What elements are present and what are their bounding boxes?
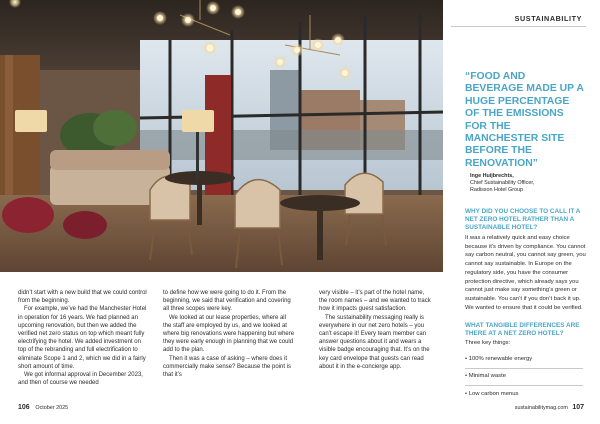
right-sidebar	[443, 0, 600, 424]
site-url[interactable]: sustainabilitymag.com	[514, 405, 568, 411]
qa-question-2: WHAT TANGIBLE DIFFERENCES ARE THERE AT A NET ZERO HOTEL?	[465, 322, 580, 338]
paragraph: Then it was a case of asking – where does it commercially make sense? Because the point is that it’s	[163, 355, 292, 379]
paragraph: very visible – it’s part of the hotel name, the room names – and we wanted to track how it impacts guest satisfaction.	[319, 290, 431, 313]
page-number-left: 106	[18, 404, 30, 411]
attribution-role: Chief Sustainability Officer,	[470, 179, 535, 186]
bullet-divider	[465, 368, 583, 369]
footer-right	[515, 404, 584, 411]
paragraph: We looked at our lease properties, where all the staff are employed by us, and we looked at where big renovations were happening but where they were early enough in planning that we could add to the plan.	[163, 314, 295, 354]
bullet-item: • Low carbon menus	[465, 391, 519, 397]
bullet-item: • Minimal waste	[465, 373, 507, 379]
section-tag: SUSTAINABILITY	[514, 14, 582, 23]
body-column-2	[163, 289, 295, 379]
attribution-company: Radisson Hotel Group	[470, 186, 524, 193]
hotel-lounge-photo	[0, 0, 443, 272]
qa-answer-2: Three key things:	[465, 340, 511, 346]
paragraph: to define how we were going to do it. From the beginning, we said that verification and covering all three scopes were key.	[163, 290, 291, 313]
paragraph: We got informal approval in December 2023, and then of course we needed	[18, 372, 143, 387]
footer-left	[18, 404, 68, 411]
pull-quote: “FOOD AND BEVERAGE MADE UP A HUGE PERCENTAGE OF THE EMISSIONS FOR THE MANCHESTER SITE BEFORE THE RENOVATION”	[465, 71, 584, 169]
bullet-item: • 100% renewable energy	[465, 356, 533, 362]
paragraph: didn’t start with a new build that we could control from the beginning.	[18, 290, 147, 305]
qa-answer-1: It was a relatively quick and easy choice because it’s driven by compliance. You cannot say carbon neutral, you cannot say green, you cannot say sustainable. In Europe on the regulatory side, you have the consumer protection directive, which already says you cannot just make say something’s green or sustainable. You can’t if you don’t back it up. We wanted to ensure that it could be verified.	[465, 235, 586, 311]
page-number-right: 107	[572, 404, 584, 411]
body-column-3	[319, 289, 434, 371]
attribution-name: Inge Huijbrechts,	[470, 173, 514, 179]
body-column-1	[18, 289, 148, 387]
paragraph: The sustainability messaging really is everywhere in our net zero hotels – you can’t escape it! Every team member can answer questions about it and wears a visible badge encouraging that. It’s on the key card envelope that guests can read about it in the e-concierge app.	[319, 314, 430, 370]
section-divider	[451, 26, 586, 27]
issue-date: October 2025	[35, 405, 69, 411]
qa-question-1: WHY DID YOU CHOOSE TO CALL IT A NET ZERO HOTEL RATHER THAN A SUSTAINABLE HOTEL?	[465, 208, 581, 232]
paragraph: For example, we’ve had the Manchester Hotel in operation for 16 years. We had planned an upcoming renovation, but then we added the verified net zero status on top which meant fully electrifying the hotel. We added investment on top of the rebranding and full electrification to eliminate Scope 1 and 2, which we did in a fairly short amount of time.	[18, 306, 147, 370]
quote-attribution	[470, 173, 590, 193]
bullet-divider	[465, 385, 583, 386]
